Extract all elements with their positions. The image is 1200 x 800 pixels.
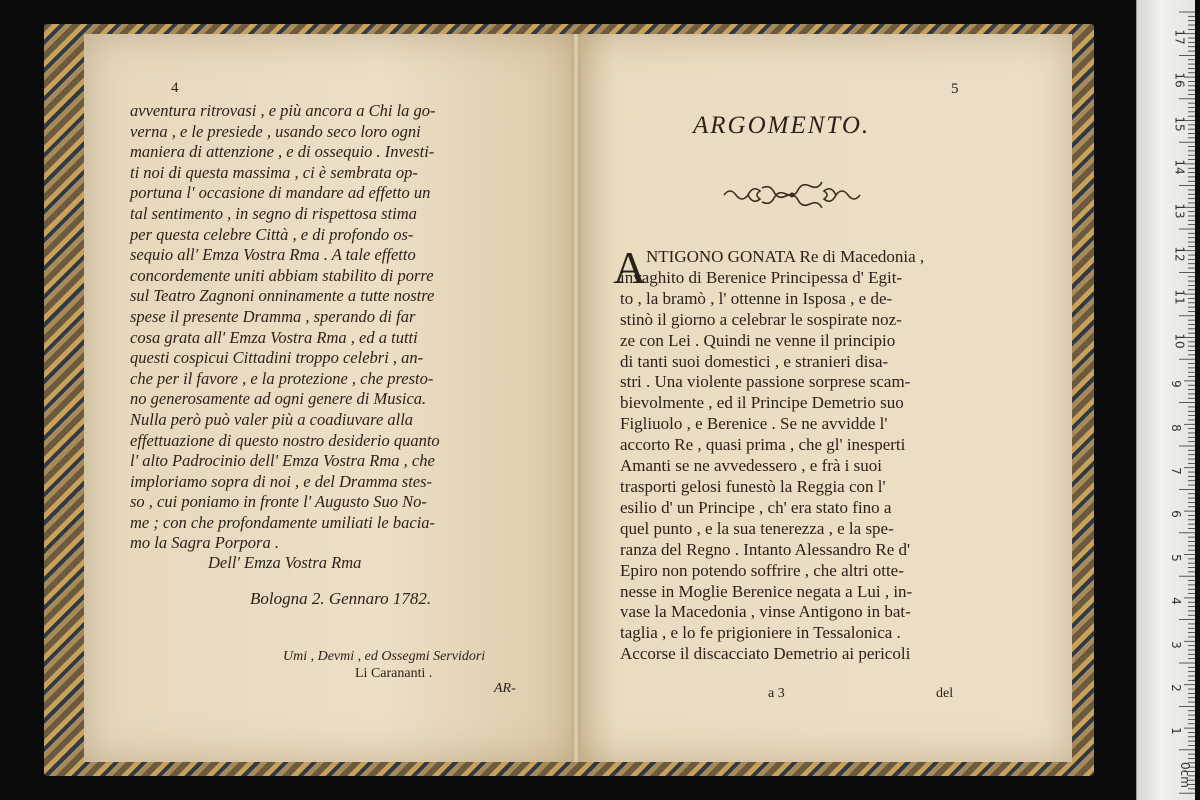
ruler-number: 0cm (1177, 761, 1192, 788)
ruler-number: 8 (1168, 423, 1183, 432)
ruler-number: 12 (1172, 246, 1187, 262)
ruler-number: 5 (1168, 553, 1183, 562)
left-catchword: AR- (494, 681, 516, 696)
signature-line: Umi , Devmi , ed Ossegmi Servidori (283, 649, 486, 664)
left-text-line: sul Teatro Zagnoni onninamente a tutte nostre (130, 286, 435, 306)
right-text-line: nesse in Moglie Berenice negata a Lui , in- (620, 581, 913, 601)
signature-mark: a 3 (768, 686, 785, 701)
left-text-line: cosa grata all' Emza Vostra Rma , ed a tutti (130, 327, 418, 347)
drop-cap: A (613, 242, 647, 293)
right-text-line: quel punto , e la sua tenerezza , e la spe- (620, 518, 894, 538)
ruler-number: 17 (1172, 29, 1187, 45)
left-text-line: che per il favore , e la protezione , che presto- (130, 368, 434, 388)
ruler-number: 4 (1168, 597, 1183, 606)
ruler-number: 7 (1168, 467, 1183, 475)
ruler-number: 1 (1168, 727, 1183, 736)
left-text-line: ti noi di questa massima , ci è sembrata op- (130, 162, 418, 182)
ruler-number: 14 (1172, 159, 1187, 175)
left-page-number: 4 (171, 80, 179, 96)
ruler-number: 10 (1172, 333, 1187, 349)
right-text-line: Epiro non potendo soffrire , che altri otte- (620, 560, 904, 580)
left-text-line: tal sentimento , in segno di rispettosa stima (130, 203, 417, 223)
ruler-number: 13 (1172, 202, 1187, 219)
right-text-line: Figliuolo , e Berenice . Se ne avvidde l' (620, 414, 888, 434)
left-text-line: sequio all' Emza Vostra Rma . A tale effetto (130, 245, 416, 265)
left-text-line: portuna l' occasione di mandare ad effetto un (130, 183, 431, 203)
right-page-body (620, 247, 980, 665)
place-and-date: Bologna 2. Gennaro 1782. (250, 589, 432, 608)
right-text-line: taglia , e lo fe prigioniere in Tessalonica . (620, 623, 901, 643)
left-text-line: spese il presente Dramma , sperando di far (130, 306, 416, 326)
book-gutter (572, 34, 580, 762)
letter-closing: Dell' Emza Vostra Rma (208, 553, 362, 572)
left-text-line: so , cui poniamo in fronte l' Augusto Suo No- (130, 492, 427, 512)
section-title: ARGOMENTO. (693, 112, 871, 139)
left-text-line: concordemente uniti abbiam stabilito di porre (130, 265, 434, 285)
ruler-number: 6 (1168, 510, 1183, 519)
left-text-line: questi cospicui Cittadini troppo celebri , an- (130, 348, 424, 368)
ruler-number: 2 (1168, 684, 1183, 692)
right-catchword: del (936, 686, 954, 701)
right-text-line: stinò il giorno a celebrar le sospirate noz- (620, 309, 902, 329)
left-text-line: no generosamente ad ogni genere di Musica. (130, 389, 427, 409)
ruler-number: 9 (1168, 380, 1183, 389)
left-page-body (130, 101, 540, 554)
right-text-line: accorto Re , quasi prima , che gl' inesperti (620, 435, 906, 455)
left-text-line: Nulla però può valer più a coadiuvare alla (130, 409, 414, 429)
right-text-line: Accorse il discacciato Demetrio ai pericoli (620, 644, 911, 664)
ornament-flourish-icon (722, 180, 862, 210)
left-text-line: imploriamo sopra di noi , e del Dramma stes- (130, 471, 433, 491)
left-text-line: l' alto Padrocinio dell' Emza Vostra Rma , che (130, 451, 435, 471)
left-text-line: mo la Sagra Porpora . (130, 533, 279, 553)
right-text-line: ranza del Regno . Intanto Alessandro Re d' (620, 539, 911, 559)
left-text-line: avventura ritrovasi , e più ancora a Chi la go- (130, 101, 436, 120)
right-text-line: invaghito di Berenice Principessa d' Egit- (620, 267, 903, 287)
right-text-line: trasporti gelosi funestò la Reggia con l' (620, 476, 886, 496)
left-text-line: effettuazione di questo nostro desiderio quanto (130, 430, 440, 450)
right-text-line: bievolmente , ed il Principe Demetrio suo (620, 393, 904, 413)
ruler-number: 3 (1168, 640, 1183, 649)
ruler-number: 11 (1172, 289, 1187, 306)
right-page-number: 5 (951, 81, 959, 97)
left-text-line: per questa celebre Città , e di profondo os- (130, 224, 414, 244)
left-text-line: maniera di attenzione , e di ossequio . Investi- (130, 142, 435, 162)
right-text-line: vase la Macedonia , vinse Antigono in bat- (620, 602, 911, 622)
right-text-line: Amanti se ne avvedessero , e frà i suoi (620, 456, 882, 476)
right-text-line: stri . Una violente passione sorprese scam- (620, 372, 911, 392)
signature-name: Li Carananti . (355, 666, 433, 681)
right-text-line: NTIGONO GONATA Re di Macedonia , (646, 247, 925, 266)
right-text-line: di tanti suoi domestici , e stranieri disa- (620, 351, 889, 371)
ruler-number: 16 (1172, 72, 1187, 89)
left-text-line: verna , e le presiede , usando seco loro ogni (130, 121, 421, 141)
left-text-line: me ; con che profondamente umiliati le bacia- (130, 512, 436, 532)
right-text-line: esilio d' un Principe , ch' era stato fino a (620, 497, 892, 517)
right-text-line: ze con Lei . Quindi ne venne il principio (620, 330, 896, 350)
right-text-line: to , la bramò , l' ottenne in Isposa , e de- (620, 288, 893, 308)
ruler-number: 15 (1172, 116, 1187, 132)
